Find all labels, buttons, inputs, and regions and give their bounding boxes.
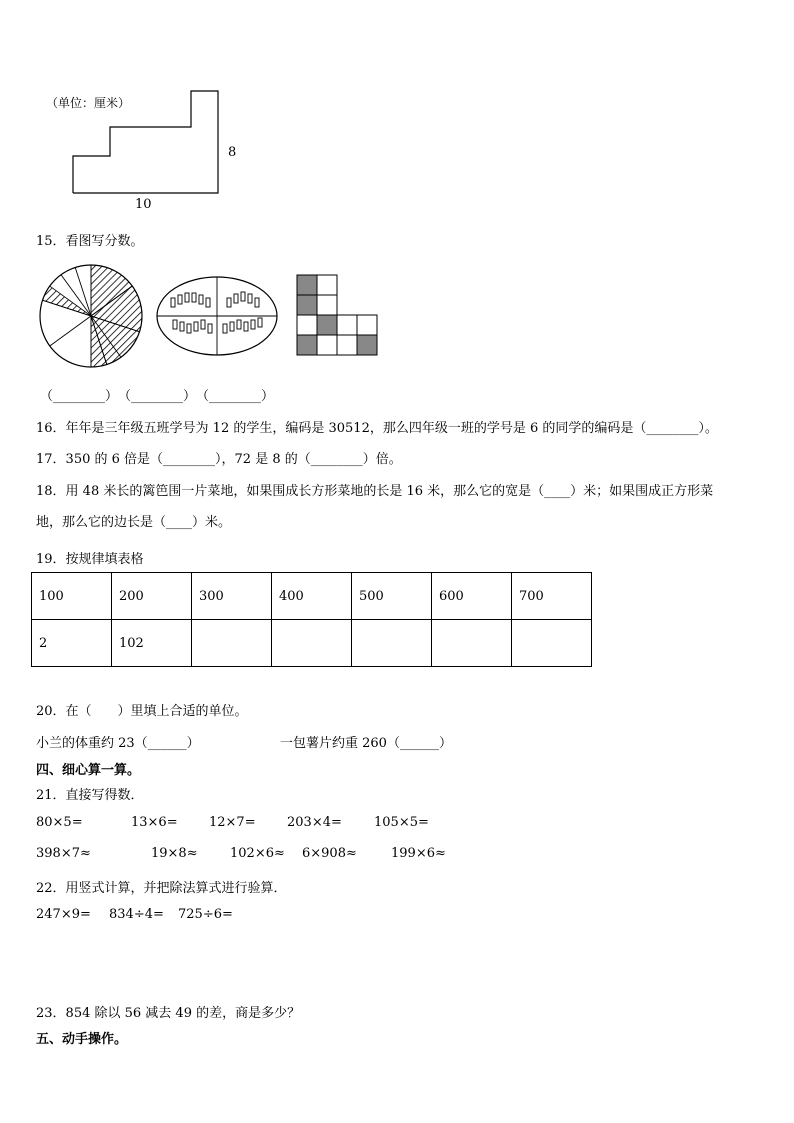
q21-expr: 6×908≈ bbox=[302, 846, 357, 861]
unit-label: （单位：厘米） bbox=[46, 96, 131, 110]
table-cell-blank[interactable] bbox=[272, 620, 352, 667]
q15-title: 15．看图写分数。 bbox=[36, 234, 144, 249]
section-4-heading: 四、细心算一算。 bbox=[36, 763, 141, 778]
table-cell: 200 bbox=[112, 573, 192, 620]
table-cell: 300 bbox=[192, 573, 272, 620]
q21-expr: 13×6= bbox=[131, 815, 178, 830]
table-cell: 500 bbox=[352, 573, 432, 620]
ellipse-fraction-figure bbox=[157, 277, 277, 355]
q18-line-1: 18．用 48 米长的篱笆围一片菜地，如果围成长方形菜地的长是 16 米，那么它的宽是（____）米；如果围成正方形菜 bbox=[36, 484, 714, 499]
q15-blank-2[interactable]: （________） bbox=[118, 389, 197, 404]
q17-text: 17．350 的 6 倍是（________），72 是 8 的（________）倍。 bbox=[36, 452, 402, 467]
height-label: 8 bbox=[228, 145, 237, 160]
q21-expr: 19×8≈ bbox=[151, 846, 198, 861]
q21-expr: 105×5= bbox=[374, 815, 429, 830]
q22-title: 22．用竖式计算，并把除法算式进行验算． bbox=[36, 881, 287, 896]
q21-expr: 203×4= bbox=[287, 815, 342, 830]
table-row bbox=[32, 573, 592, 620]
q21-expr: 398×7≈ bbox=[36, 846, 91, 861]
table-cell: 600 bbox=[432, 573, 512, 620]
table-cell: 2 bbox=[32, 620, 112, 667]
section-5-heading: 五、动手操作。 bbox=[36, 1032, 128, 1047]
grid-fraction-figure bbox=[297, 275, 377, 355]
table-cell-blank[interactable] bbox=[512, 620, 592, 667]
width-label: 10 bbox=[135, 197, 152, 212]
q21-title: 21．直接写得数． bbox=[36, 788, 144, 803]
q22-expr: 725÷6= bbox=[178, 907, 233, 922]
q19-title: 19．按规律填表格 bbox=[36, 552, 144, 567]
q15-blank-3[interactable]: （________） bbox=[196, 389, 275, 404]
q15-blank-1[interactable]: （________） bbox=[40, 389, 119, 404]
table-cell: 400 bbox=[272, 573, 352, 620]
q20-item-1: 小兰的体重约 23（______） bbox=[36, 736, 200, 751]
q22-expr: 834÷4= bbox=[109, 907, 164, 922]
table-row bbox=[32, 620, 592, 667]
table-cell-blank[interactable] bbox=[352, 620, 432, 667]
table-cell: 100 bbox=[32, 573, 112, 620]
table-cell: 700 bbox=[512, 573, 592, 620]
q20-item-2: 一包薯片约重 260（______） bbox=[280, 736, 452, 751]
table-cell-blank[interactable] bbox=[192, 620, 272, 667]
pattern-table bbox=[31, 572, 592, 667]
q21-expr: 199×6≈ bbox=[391, 846, 446, 861]
q21-expr: 102×6≈ bbox=[230, 846, 285, 861]
table-cell: 102 bbox=[112, 620, 192, 667]
table-cell-blank[interactable] bbox=[432, 620, 512, 667]
circle-fraction-figure bbox=[40, 265, 142, 367]
q21-expr: 80×5= bbox=[36, 815, 83, 830]
q20-title: 20．在（ ）里填上合适的单位。 bbox=[36, 704, 248, 719]
q16-text: 16．年年是三年级五班学号为 12 的学生，编码是 30512，那么四年级一班的学号是 6 的同学的编码是（________）。 bbox=[36, 421, 718, 436]
q21-expr: 12×7= bbox=[209, 815, 256, 830]
q22-expr: 247×9= bbox=[36, 907, 91, 922]
q18-line-2: 地，那么它的边长是（____）米。 bbox=[36, 515, 232, 530]
q23-text: 23．854 除以 56 减去 49 的差，商是多少？ bbox=[36, 1006, 301, 1021]
